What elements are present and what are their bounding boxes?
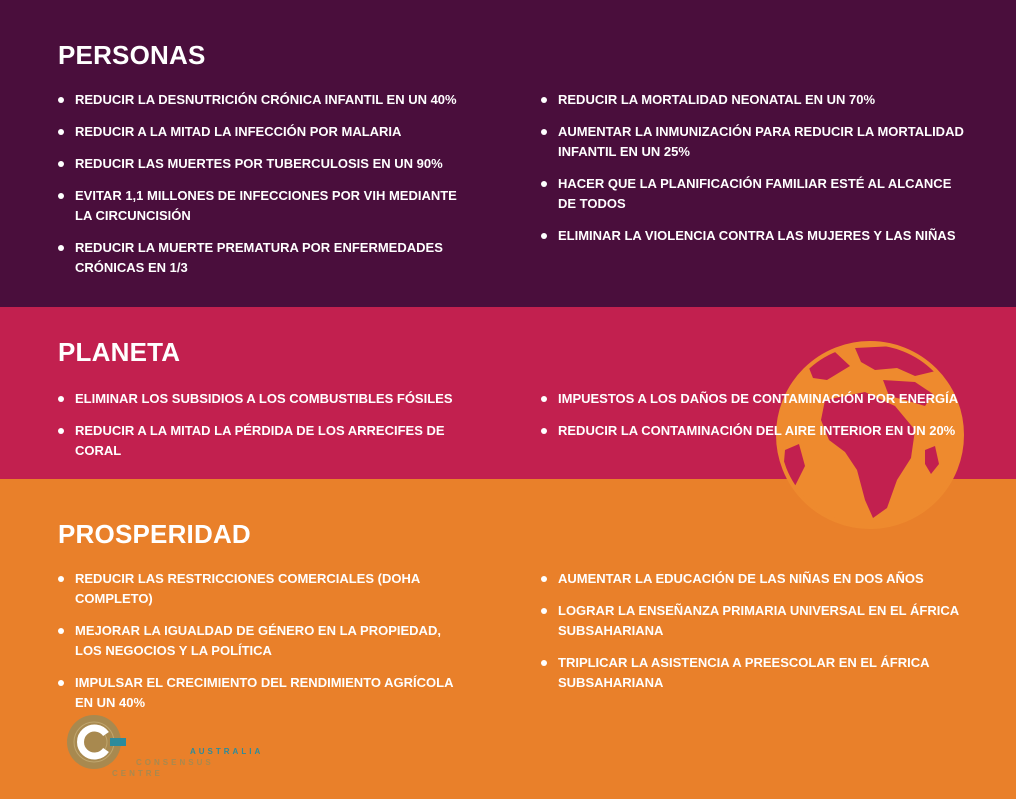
list-item: REDUCIR A LA MITAD LA INFECCIÓN POR MALARIA [58,122,488,142]
prosperidad-left-list [58,569,488,725]
list-item: REDUCIR LA MORTALIDAD NEONATAL EN UN 70% [541,90,971,110]
list-item: LOGRAR LA ENSEÑANZA PRIMARIA UNIVERSAL EN EL ÁFRICA SUBSAHARIANA [541,601,978,641]
prosperidad-title: PROSPERIDAD [58,519,251,549]
list-item: REDUCIR LAS RESTRICCIONES COMERCIALES (DOHA COMPLETO) [58,569,488,609]
list-item: HACER QUE LA PLANIFICACIÓN FAMILIAR ESTÉ AL ALCANCE DE TODOS [541,174,958,214]
list-item: EVITAR 1,1 MILLONES DE INFECCIONES POR VIH MEDIANTE LA CIRCUNCISIÓN [58,186,470,226]
list-item: REDUCIR LA MUERTE PREMATURA POR ENFERMEDADES CRÓNICAS EN 1/3 [58,238,455,278]
planeta-title: PLANETA [58,337,181,367]
list-item: IMPUESTOS A LOS DAÑOS DE CONTAMINACIÓN POR ENERGÍA [541,389,971,409]
logo-line-1: AUSTRALIA [190,747,264,756]
list-item: REDUCIR A LA MITAD LA PÉRDIDA DE LOS ARRECIFES DE CORAL [58,421,488,461]
list-item: MEJORAR LA IGUALDAD DE GÉNERO EN LA PROPIEDAD, LOS NEGOCIOS Y LA POLÍTICA [58,621,455,661]
personas-section [0,0,1016,307]
list-item: AUMENTAR LA INMUNIZACIÓN PARA REDUCIR LA MORTALIDAD INFANTIL EN UN 25% [541,122,971,162]
list-item: ELIMINAR LA VIOLENCIA CONTRA LAS MUJERES Y LAS NIÑAS [541,226,971,246]
personas-right-list [541,90,971,258]
list-item: ELIMINAR LOS SUBSIDIOS A LOS COMBUSTIBLES FÓSILES [58,389,488,409]
personas-left-list [58,90,488,290]
list-item: AUMENTAR LA EDUCACIÓN DE LAS NIÑAS EN DOS AÑOS [541,569,971,589]
logo-line-2: CONSENSUS [136,758,214,767]
personas-title: PERSONAS [58,40,206,70]
list-item: REDUCIR LA DESNUTRICIÓN CRÓNICA INFANTIL EN UN 40% [58,90,488,110]
planeta-left-list [58,389,488,473]
prosperidad-right-list [541,569,971,705]
planeta-right-list [541,389,971,453]
list-item: REDUCIR LAS MUERTES POR TUBERCULOSIS EN UN 90% [58,154,488,174]
logo-mark-icon [66,712,126,772]
logo-line-3: CENTRE [112,769,163,778]
australia-consensus-centre-logo [66,712,264,782]
list-item: REDUCIR LA CONTAMINACIÓN DEL AIRE INTERIOR EN UN 20% [541,421,971,441]
list-item: IMPULSAR EL CRECIMIENTO DEL RENDIMIENTO AGRÍCOLA EN UN 40% [58,673,470,713]
list-item: TRIPLICAR LA ASISTENCIA A PREESCOLAR EN EL ÁFRICA SUBSAHARIANA [541,653,958,693]
